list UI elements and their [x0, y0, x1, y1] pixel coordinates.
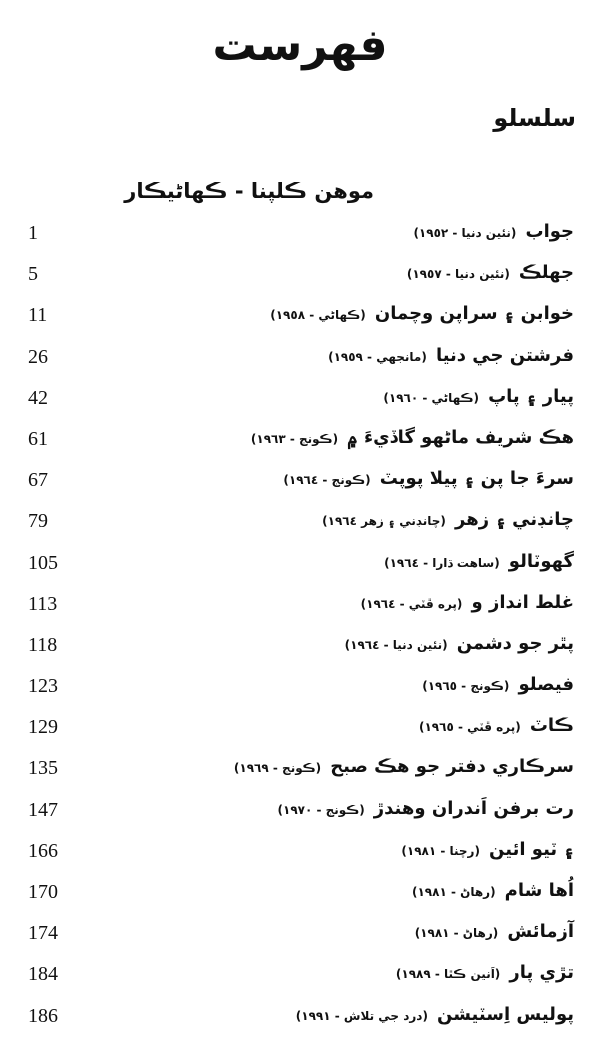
- toc-entry-source: (مانجهي - ١٩٥٩): [328, 349, 427, 364]
- toc-entry-source: (ڪهاڻي - ١٩٦٠): [383, 390, 479, 405]
- author-line: موهن ڪلپنا - ڪهاڻيڪار: [124, 179, 374, 203]
- toc-page-number: 79: [28, 510, 48, 533]
- toc-row: [0, 379, 600, 420]
- toc-row: [0, 791, 600, 832]
- toc-page-number: 61: [28, 427, 48, 450]
- toc-row: [0, 338, 600, 379]
- toc-entry-title: رت برفن اَندران وهندڙ: [373, 797, 574, 819]
- toc-row: [0, 502, 600, 543]
- toc-entry: [296, 999, 574, 1032]
- toc-entry: [384, 546, 574, 579]
- toc-entry-source: (نئين دنيا - ١٩٥٧): [406, 267, 510, 282]
- toc-entry-title: تڙي پار: [509, 962, 574, 984]
- toc-row: [0, 420, 600, 461]
- toc-entry: [322, 504, 574, 537]
- toc-row: [0, 585, 600, 626]
- toc-entry: [345, 628, 574, 661]
- toc-entry-title: گهوٽالو: [508, 550, 574, 572]
- toc-entry: [422, 669, 574, 702]
- toc-entry-title: ۽ ٽيو ائين: [489, 838, 574, 860]
- toc-entry-title: جواب: [525, 221, 574, 242]
- toc-entry-source: (نئين دنيا - ١٩٦٤): [344, 637, 448, 652]
- toc-entry-title: فيصلو: [518, 674, 574, 696]
- toc-entry-source: (رهاڻ - ١٩٨١): [412, 885, 496, 899]
- toc-page-number: 184: [28, 963, 58, 986]
- toc-entry: [415, 916, 574, 949]
- toc-entry-title: پوليس اِسٽيشن: [437, 1003, 574, 1025]
- toc-row: [0, 832, 600, 873]
- toc-row: [0, 749, 600, 790]
- toc-entry: [283, 463, 574, 496]
- toc-entry: [383, 381, 574, 414]
- toc-entry-source: (پره ڦٽي - ١٩٦٤): [360, 596, 463, 611]
- toc-page-number: 174: [28, 922, 58, 945]
- toc-entry-source: (چانڊني ۽ زهر ١٩٦٤): [322, 514, 446, 529]
- toc-entry-source: (پره ڦٽي - ١٩٦٥): [418, 720, 521, 735]
- toc-row: [0, 914, 600, 955]
- toc-entry: [234, 751, 574, 784]
- toc-entry: [413, 216, 574, 249]
- toc-page-number: 118: [28, 633, 58, 656]
- toc-page-number: 129: [28, 716, 58, 739]
- toc-entry-source: (ڪهاڻي - ١٩٥٨): [270, 308, 366, 323]
- table-of-contents: [0, 214, 600, 1038]
- toc-entry: [401, 834, 574, 867]
- toc-page-number: 67: [28, 469, 48, 492]
- toc-entry-title: اُها شام: [504, 880, 574, 901]
- toc-entry-title: پيار ۽ پاپ: [488, 385, 574, 407]
- toc-page-number: 105: [28, 551, 58, 574]
- toc-row: [0, 461, 600, 502]
- toc-entry-source: (ڪونج - ١٩٧٠): [277, 802, 365, 817]
- toc-entry: [407, 257, 574, 290]
- toc-entry-title: ڪاٽ: [529, 715, 574, 737]
- toc-page-number: 135: [28, 757, 58, 780]
- toc-entry: [361, 587, 574, 620]
- toc-page-number: 147: [28, 798, 58, 821]
- toc-page-number: 166: [28, 839, 58, 862]
- toc-entry: [412, 875, 574, 908]
- toc-row: [0, 708, 600, 749]
- toc-row: [0, 255, 600, 296]
- toc-entry: [419, 710, 574, 743]
- toc-row: [0, 997, 600, 1038]
- toc-entry-source: (رهاڻ - ١٩٨١): [414, 926, 499, 941]
- toc-page-number: 186: [28, 1004, 58, 1027]
- toc-page-number: 5: [28, 263, 38, 286]
- toc-entry-title: پٿر جو دشمن: [456, 632, 574, 654]
- toc-page-number: 11: [28, 304, 48, 327]
- toc-entry-title: آزمائش: [507, 921, 574, 943]
- toc-entry: [251, 422, 574, 455]
- toc-entry-title: چانڊني ۽ زهر: [455, 509, 574, 531]
- toc-page-number: 123: [28, 675, 58, 698]
- toc-entry-title: جهلڪ: [518, 262, 574, 284]
- toc-page-number: 113: [28, 592, 58, 615]
- toc-entry-source: (نئين دنيا - ١٩٥٢): [413, 226, 517, 240]
- toc-row: [0, 214, 600, 255]
- toc-row: [0, 544, 600, 585]
- toc-row: [0, 873, 600, 914]
- toc-entry: [328, 340, 574, 373]
- toc-entry-source: (ڪونج - ١٩٦٤): [283, 473, 371, 488]
- toc-entry-title: خوابن ۽ سراپن وچمان: [374, 303, 574, 325]
- toc-row: [0, 296, 600, 337]
- toc-entry: [396, 957, 574, 990]
- toc-entry-source: (ڪونج - ١٩٦٥): [422, 679, 510, 694]
- toc-entry-title: غلط انداز و: [471, 591, 574, 613]
- page-title: فهرست: [212, 20, 388, 71]
- toc-row: [0, 667, 600, 708]
- toc-entry-source: (ساهت ڌارا - ١٩٦٤): [384, 555, 500, 570]
- toc-page-number: 1: [28, 222, 38, 244]
- toc-entry-source: (ڪونج - ١٩٦٩): [233, 761, 322, 776]
- toc-entry-source: (رچنا - ١٩٨١): [401, 843, 480, 858]
- toc-entry-source: (درد جي تلاش - ١٩٩١): [295, 1008, 428, 1023]
- toc-page-number: 170: [28, 881, 58, 903]
- toc-row: [0, 955, 600, 996]
- toc-entry-title: فرشتن جي دنيا: [435, 344, 574, 366]
- toc-page-number: 26: [28, 345, 48, 368]
- section-title: سلسلو: [493, 104, 576, 132]
- toc-entry-source: (اَنين ڪٿا - ١٩٨٩): [395, 967, 501, 982]
- toc-page-number: 42: [28, 386, 48, 409]
- toc-entry: [270, 298, 574, 331]
- toc-row: [0, 626, 600, 667]
- toc-entry-title: سرڪاري دفتر جو هڪ صبح: [330, 756, 574, 778]
- toc-entry: [278, 793, 574, 826]
- toc-entry-title: سرءَ جا پن ۽ پيلا پوپٽ: [379, 468, 574, 490]
- toc-entry-source: (ڪونج - ١٩٦٣): [250, 431, 339, 446]
- toc-entry-title: هڪ شريف ماڻهو گاڏيءَ ۾: [347, 426, 574, 448]
